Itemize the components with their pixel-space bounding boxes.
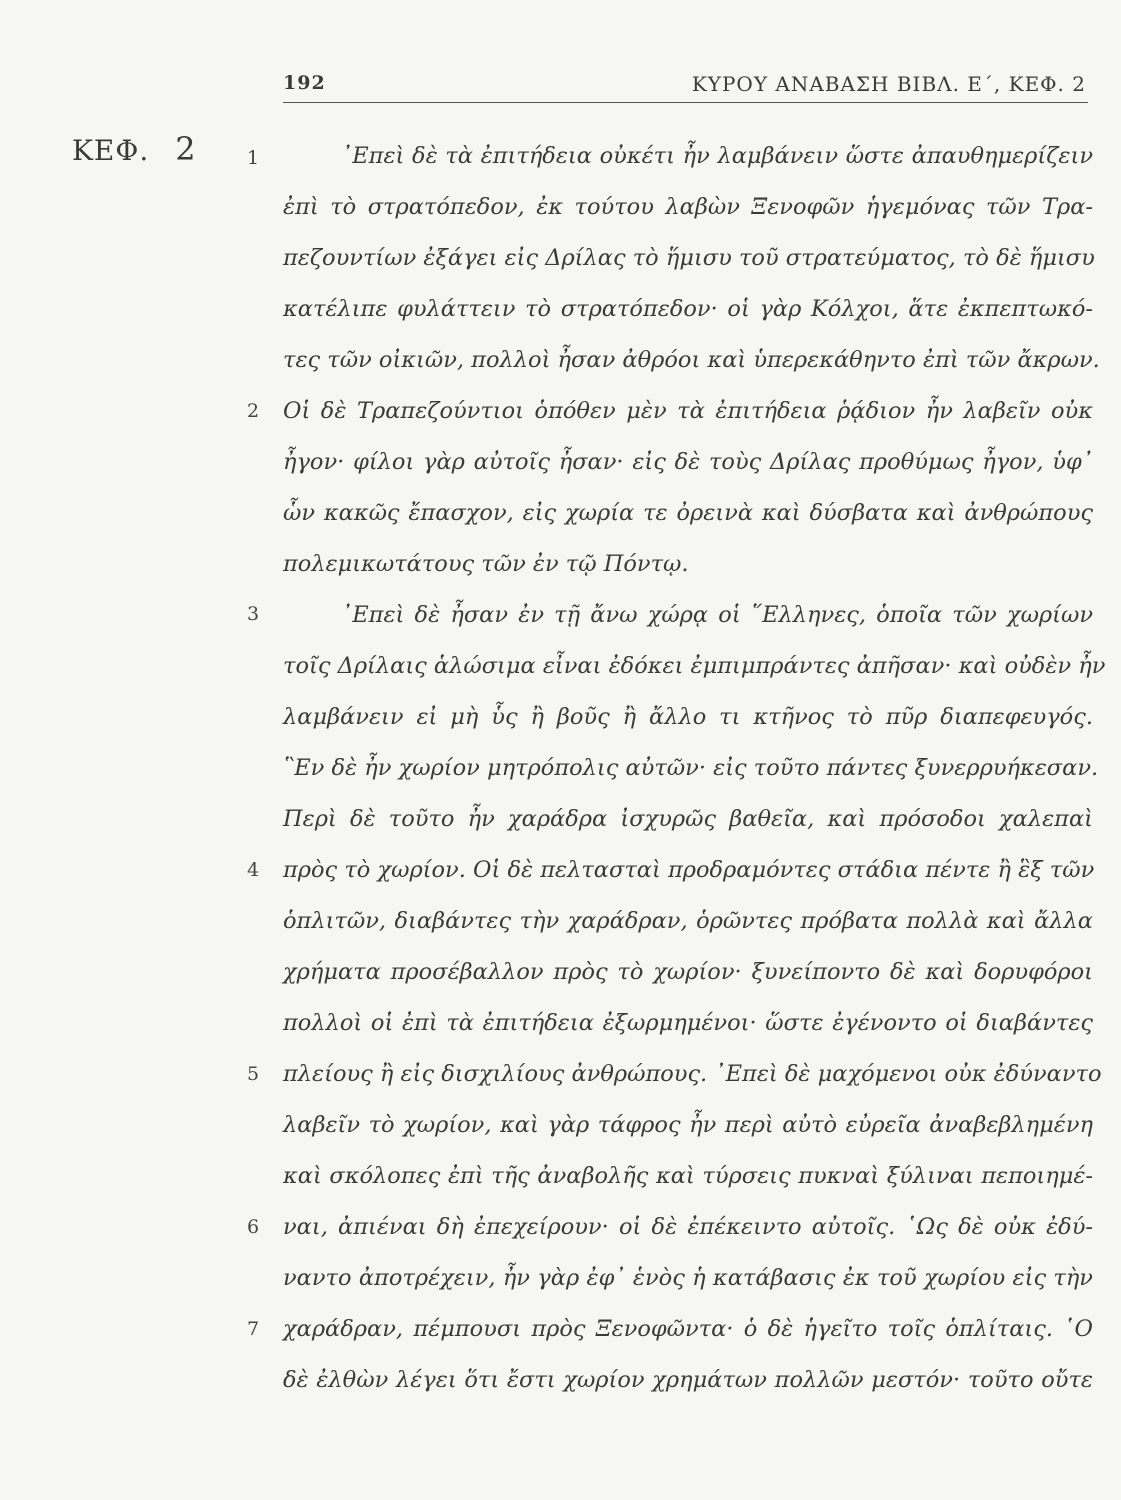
text-line: χρήματα προσέβαλλον πρὸς τὸ χωρίον· ξυνείποντο δὲ καὶ δορυφόροι <box>283 959 1093 985</box>
text-line: ἐπὶ τὸ στρατόπεδον, ἐκ τούτου λαβὼν Ξενοφῶν ἡγεμόνας τῶν Τρα- <box>283 194 1093 220</box>
section-number: 6 <box>247 1216 260 1238</box>
text-line: ᾿Επεὶ δὲ τὰ ἐπιτήδεια οὐκέτι ἦν λαμβάνειν ὥστε ἀπαυθημερίζειν <box>341 143 1093 169</box>
text-line: Οἱ δὲ Τραπεζούντιοι ὁπόθεν μὲν τὰ ἐπιτήδεια ῥᾴδιον ἦν λαβεῖν οὐκ <box>283 398 1093 424</box>
text-line: πλείους ἢ εἰς δισχιλίους ἀνθρώπους. ᾿Επεὶ δὲ μαχόμενοι οὐκ ἐδύναντο <box>283 1061 1102 1087</box>
text-line: κατέλιπε φυλάττειν τὸ στρατόπεδον· οἱ γὰρ Κόλχοι, ἅτε ἐκπεπτωκό- <box>283 296 1093 322</box>
text-line: πολλοὶ οἱ ἐπὶ τὰ ἐπιτήδεια ἐξωρμημένοι· ὥστε ἐγένοντο οἱ διαβάντες <box>283 1010 1093 1036</box>
section-number: 4 <box>247 859 260 881</box>
section-number: 2 <box>247 400 260 422</box>
chapter-label: ΚΕΦ. <box>72 134 150 167</box>
text-line: χαράδραν, πέμπουσι πρὸς Ξενοφῶντα· ὁ δὲ ἡγεῖτο τοῖς ὁπλίταις. ῾Ο <box>283 1316 1093 1342</box>
section-number: 5 <box>247 1063 260 1085</box>
running-head: ΚΥΡΟΥ ΑΝΑΒΑΣΗ ΒΙΒΛ. Ε΄, ΚΕΦ. 2 <box>691 72 1086 96</box>
section-number: 7 <box>247 1318 260 1340</box>
page-number: 192 <box>283 72 326 94</box>
text-line: ῝Εν δὲ ἦν χωρίον μητρόπολις αὐτῶν· εἰς τοῦτο πάντες ξυνερρυήκεσαν. <box>283 755 1099 781</box>
chapter-number: 2 <box>175 130 197 168</box>
text-line: πολεμικωτάτους τῶν ἐν τῷ Πόντῳ. <box>283 551 689 577</box>
section-number: 1 <box>247 147 260 169</box>
text-line: ὧν κακῶς ἔπασχον, εἰς χωρία τε ὀρεινὰ καὶ δύσβατα καὶ ἀνθρώπους <box>283 500 1093 526</box>
text-line: ἦγον· φίλοι γὰρ αὐτοῖς ἦσαν· εἰς δὲ τοὺς Δρίλας προθύμως ἦγον, ὑφ᾽ <box>283 449 1093 475</box>
text-line: καὶ σκόλοπες ἐπὶ τῆς ἀναβολῆς καὶ τύρσεις πυκναὶ ξύλιναι πεποιημέ- <box>283 1163 1093 1189</box>
text-line: πεζουντίων ἐξάγει εἰς Δρίλας τὸ ἥμισυ τοῦ στρατεύματος, τὸ δὲ ἥμισυ <box>283 245 1095 271</box>
text-line: ναι, ἀπιέναι δὴ ἐπεχείρουν· οἱ δὲ ἐπέκειντο αὐτοῖς. ῾Ως δὲ οὐκ ἐδύ- <box>283 1214 1093 1240</box>
text-line: ὁπλιτῶν, διαβάντες τὴν χαράδραν, ὁρῶντες πρόβατα πολλὰ καὶ ἄλλα <box>283 908 1093 934</box>
chapter-heading <box>72 130 197 168</box>
text-line: δὲ ἐλθὼν λέγει ὅτι ἔστι χωρίον χρημάτων πολλῶν μεστόν· τοῦτο οὔτε <box>283 1367 1093 1393</box>
text-line: ᾿Επεὶ δὲ ἦσαν ἐν τῇ ἄνω χώρᾳ οἱ ῞Ελληνες, ὁποῖα τῶν χωρίων <box>341 602 1093 628</box>
text-line: πρὸς τὸ χωρίον. Οἱ δὲ πελτασταὶ προδραμόντες στάδια πέντε ἢ ἓξ τῶν <box>283 857 1095 883</box>
text-line: ναντο ἀποτρέχειν, ἦν γὰρ ἐφ᾽ ἑνὸς ἡ κατάβασις ἐκ τοῦ χωρίου εἰς τὴν <box>283 1265 1093 1291</box>
section-number: 3 <box>247 603 260 625</box>
text-line: λαβεῖν τὸ χωρίον, καὶ γὰρ τάφρος ἦν περὶ αὐτὸ εὐρεῖα ἀναβεβλημένη <box>283 1112 1093 1138</box>
text-line: τοῖς Δρίλαις ἁλώσιμα εἶναι ἐδόκει ἐμπιμπράντες ἀπῆσαν· καὶ οὐδὲν ἦν <box>283 653 1106 679</box>
text-line: Περὶ δὲ τοῦτο ἦν χαράδρα ἰσχυρῶς βαθεῖα, καὶ πρόσοδοι χαλεπαὶ <box>283 806 1093 832</box>
page-header <box>283 72 1088 103</box>
text-line: λαμβάνειν εἰ μὴ ὗς ἢ βοῦς ἢ ἄλλο τι κτῆνος τὸ πῦρ διαπεφευγός. <box>283 704 1093 730</box>
text-line: τες τῶν οἰκιῶν, πολλοὶ ἦσαν ἀθρόοι καὶ ὑπερεκάθηντο ἐπὶ τῶν ἄκρων. <box>283 347 1100 373</box>
